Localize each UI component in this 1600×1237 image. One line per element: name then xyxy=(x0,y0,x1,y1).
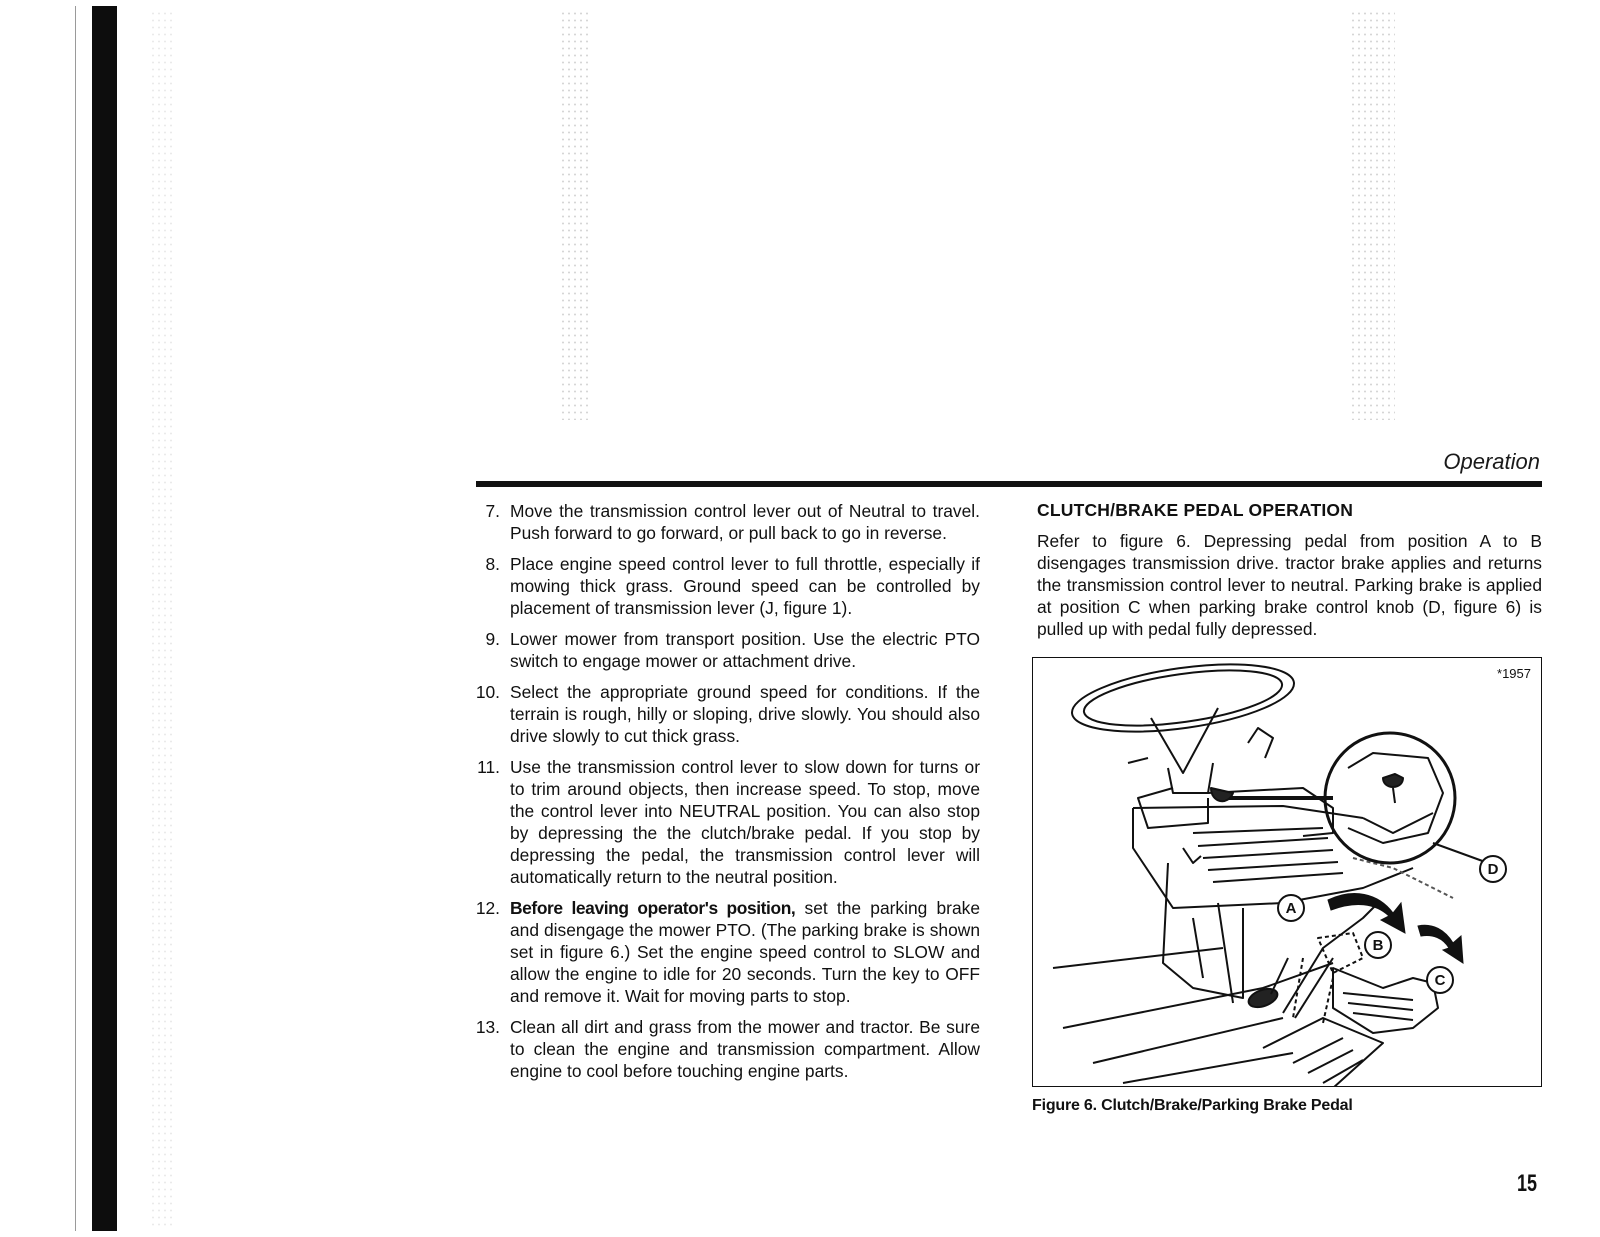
step-text xyxy=(510,897,980,1007)
binding-edge xyxy=(92,6,117,1231)
step-number: 8. xyxy=(485,554,500,574)
scan-speckle xyxy=(1350,10,1395,420)
step-9 xyxy=(468,628,980,672)
step-text-rest: set the parking brake and disengage the mower PTO. (The parking brake is shown set in figure 6.) Set the engine speed control to SLOW and allow the engine to idle for 20 seconds. Turn the key to OFF and remove it. Wait for moving parts to stop. xyxy=(510,898,980,1006)
figure-ref-number: *1957 xyxy=(1497,666,1531,681)
step-8 xyxy=(468,553,980,619)
step-text: Use the transmission control lever to slow down for turns or to trim around objects, then increase speed. To stop, move the control lever into NEUTRAL position. You can also stop by depressing the the clutch/brake pedal. If you stop by depressing the pedal, the transmission control lever will automatically return to the neutral position. xyxy=(510,757,980,887)
step-number: 13. xyxy=(475,1017,500,1037)
step-11 xyxy=(468,756,980,888)
step-number: 10. xyxy=(475,682,500,702)
step-number: 9. xyxy=(485,629,500,649)
header-rule xyxy=(476,481,1542,487)
scan-speckle xyxy=(560,10,590,420)
callout-d: D xyxy=(1487,861,1499,878)
callout-a: A xyxy=(1285,900,1297,917)
step-number: 12. xyxy=(475,898,500,918)
callout-b: B xyxy=(1372,937,1384,954)
step-emphasis: Before leaving operator's position, xyxy=(510,898,796,918)
binding-line xyxy=(75,6,76,1231)
step-12 xyxy=(468,897,980,1007)
step-13 xyxy=(468,1016,980,1082)
step-10 xyxy=(468,681,980,747)
step-text: Select the appropriate ground speed for conditions. If the terrain is rough, hilly or sloping, drive slowly. You should also drive slowly to cut thick grass. xyxy=(510,682,980,746)
figure-6 xyxy=(1032,657,1542,1087)
step-text: Place engine speed control lever to full throttle, especially if mowing thick grass. Ground speed can be controlled by placement of transmission lever (J, figure 1). xyxy=(510,554,980,618)
section-heading: CLUTCH/BRAKE PEDAL OPERATION xyxy=(1037,500,1354,520)
operation-steps xyxy=(468,500,980,1091)
figure-caption: Figure 6. Clutch/Brake/Parking Brake Pedal xyxy=(1032,1097,1353,1114)
scan-speckle xyxy=(150,10,175,1230)
step-7 xyxy=(468,500,980,544)
pedal-illustration xyxy=(1033,658,1542,1087)
step-text: Lower mower from transport position. Use the electric PTO switch to engage mower or attachment drive. xyxy=(510,629,980,671)
running-head: Operation xyxy=(1443,449,1540,474)
page-number: 15 xyxy=(1517,1170,1538,1197)
step-text: Move the transmission control lever out of Neutral to travel. Push forward to go forward, or pull back to go in reverse. xyxy=(510,501,980,543)
step-number: 7. xyxy=(485,501,500,521)
step-number: 11. xyxy=(477,757,500,777)
step-text: Clean all dirt and grass from the mower and tractor. Be sure to clean the engine and transmission compartment. Allow engine to cool before touching engine parts. xyxy=(510,1017,980,1081)
section-body: Refer to figure 6. Depressing pedal from position A to B disengages transmission drive. tractor brake applies and returns the transmission control lever to neutral. Parking brake is applied at position C when parking brake control knob (D, figure 6) is pulled up with pedal fully depressed. xyxy=(1037,531,1542,639)
callout-c: C xyxy=(1434,972,1446,989)
